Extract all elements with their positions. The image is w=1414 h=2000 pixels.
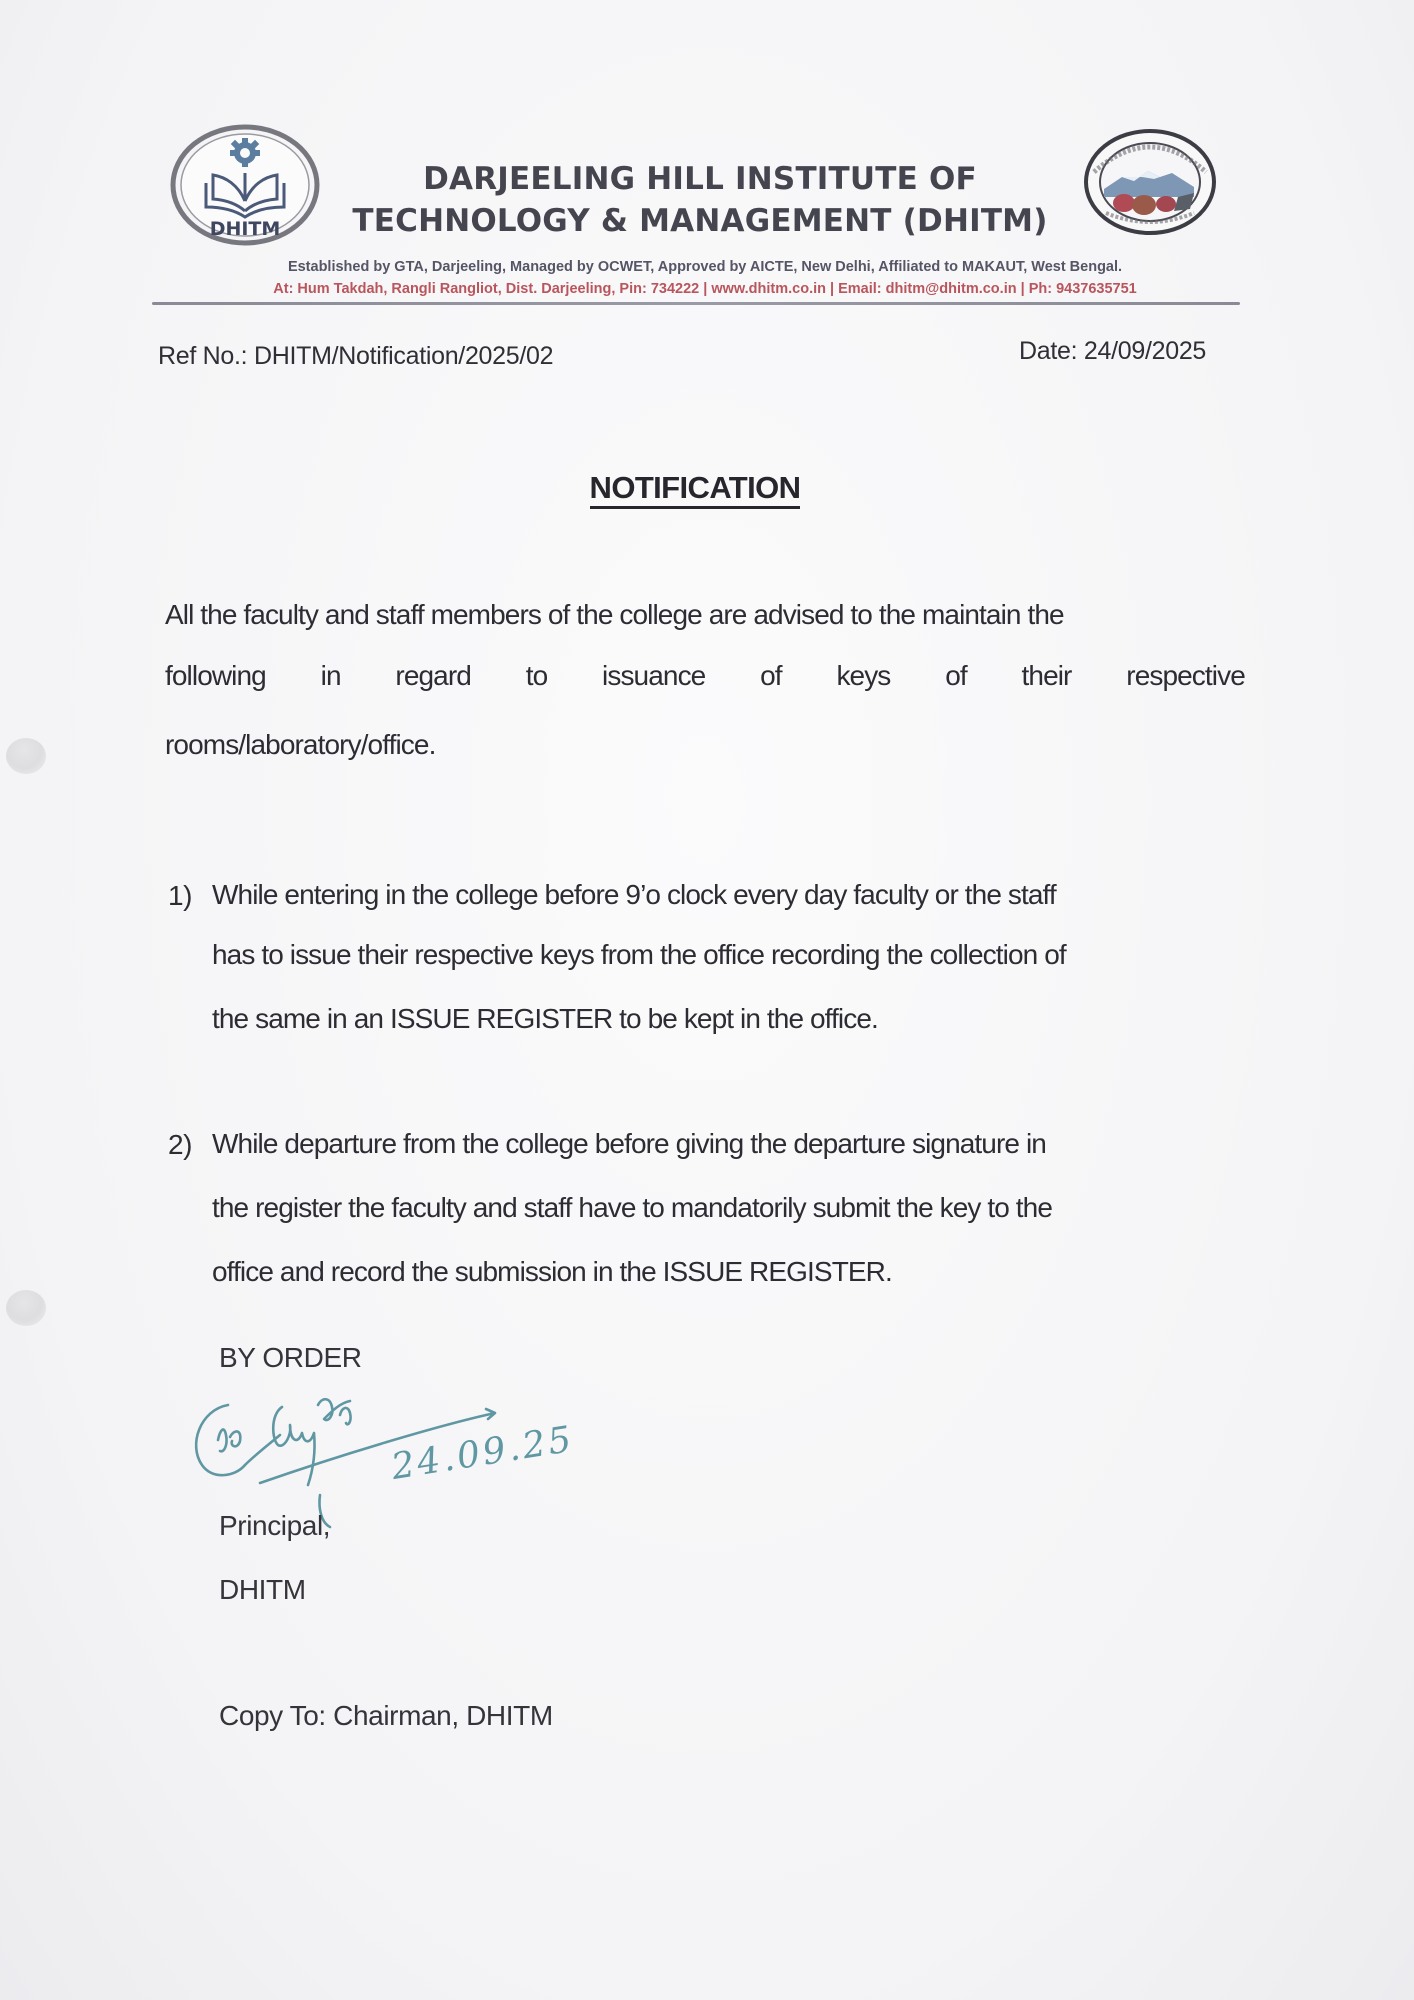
intro-paragraph (165, 600, 1064, 630)
list-number: 1) (168, 880, 192, 911)
intro-word: issuance (602, 660, 706, 691)
intro-word: regard (395, 660, 471, 691)
intro-line: rooms/laboratory/office. (165, 729, 436, 760)
intro-line (165, 661, 1245, 691)
point-1-line: has to issue their respective keys from the office recording the collection of (212, 939, 1066, 970)
gta-emblem-logo (1082, 127, 1218, 237)
list-number: 2) (168, 1129, 192, 1160)
by-order-label: BY ORDER (219, 1342, 362, 1373)
intro-word: keys (836, 660, 891, 691)
address-line: At: Hum Takdah, Rangli Rangliot, Dist. Darjeeling, Pin: 734222 | www.dhitm.co.in | Email: dhitm@dhitm.co.in | Ph: 9437635751 (273, 281, 1137, 297)
intro-word: of (760, 660, 782, 691)
reference-number: Ref No.: DHITM/Notification/2025/02 (158, 342, 554, 370)
institution-label: DHITM (219, 1574, 306, 1605)
notification-title (0, 470, 1390, 506)
dhitm-logo (168, 123, 322, 248)
notification-title-text: NOTIFICATION (590, 470, 801, 509)
institute-name-line2: TECHNOLOGY & MANAGEMENT (DHITM) (352, 203, 1048, 239)
punch-hole-mark (6, 738, 46, 774)
intro-paragraph-end (165, 730, 435, 760)
logo-text: DHITM (209, 218, 281, 240)
intro-word: respective (1126, 660, 1245, 691)
point-1-line: the same in an ISSUE REGISTER to be kept in the office. (212, 1003, 878, 1034)
point-1-line: While entering in the college before 9’o clock every day faculty or the staff (212, 879, 1056, 910)
intro-word: in (320, 660, 341, 691)
institute-name-line1: DARJEELING HILL INSTITUTE OF (423, 161, 977, 197)
copy-to-line: Copy To: Chairman, DHITM (219, 1700, 553, 1731)
established-line: Established by GTA, Darjeeling, Managed by OCWET, Approved by AICTE, New Delhi, Affiliated to MAKAUT, West Bengal. (287, 259, 1123, 275)
point-2-line: office and record the submission in the ISSUE REGISTER. (212, 1256, 892, 1287)
punch-hole-mark (6, 1290, 46, 1326)
designation-label: Principal, (219, 1510, 331, 1541)
institute-name (330, 158, 1070, 242)
point-2-line: While departure from the college before giving the departure signature in (212, 1128, 1046, 1159)
intro-line: All the faculty and staff members of the college are advised to the maintain the (165, 599, 1064, 630)
intro-word: following (165, 660, 266, 691)
intro-word: to (525, 660, 548, 691)
signature-date: 24.09.25 (388, 1418, 578, 1488)
point-2-line: the register the faculty and staff have to mandatorily submit the key to the (212, 1192, 1053, 1223)
intro-word: their (1021, 660, 1072, 691)
intro-paragraph-justified (165, 661, 1245, 691)
header-divider (152, 302, 1240, 305)
notification-date: Date: 24/09/2025 (1019, 337, 1207, 365)
intro-word: of (945, 660, 967, 691)
